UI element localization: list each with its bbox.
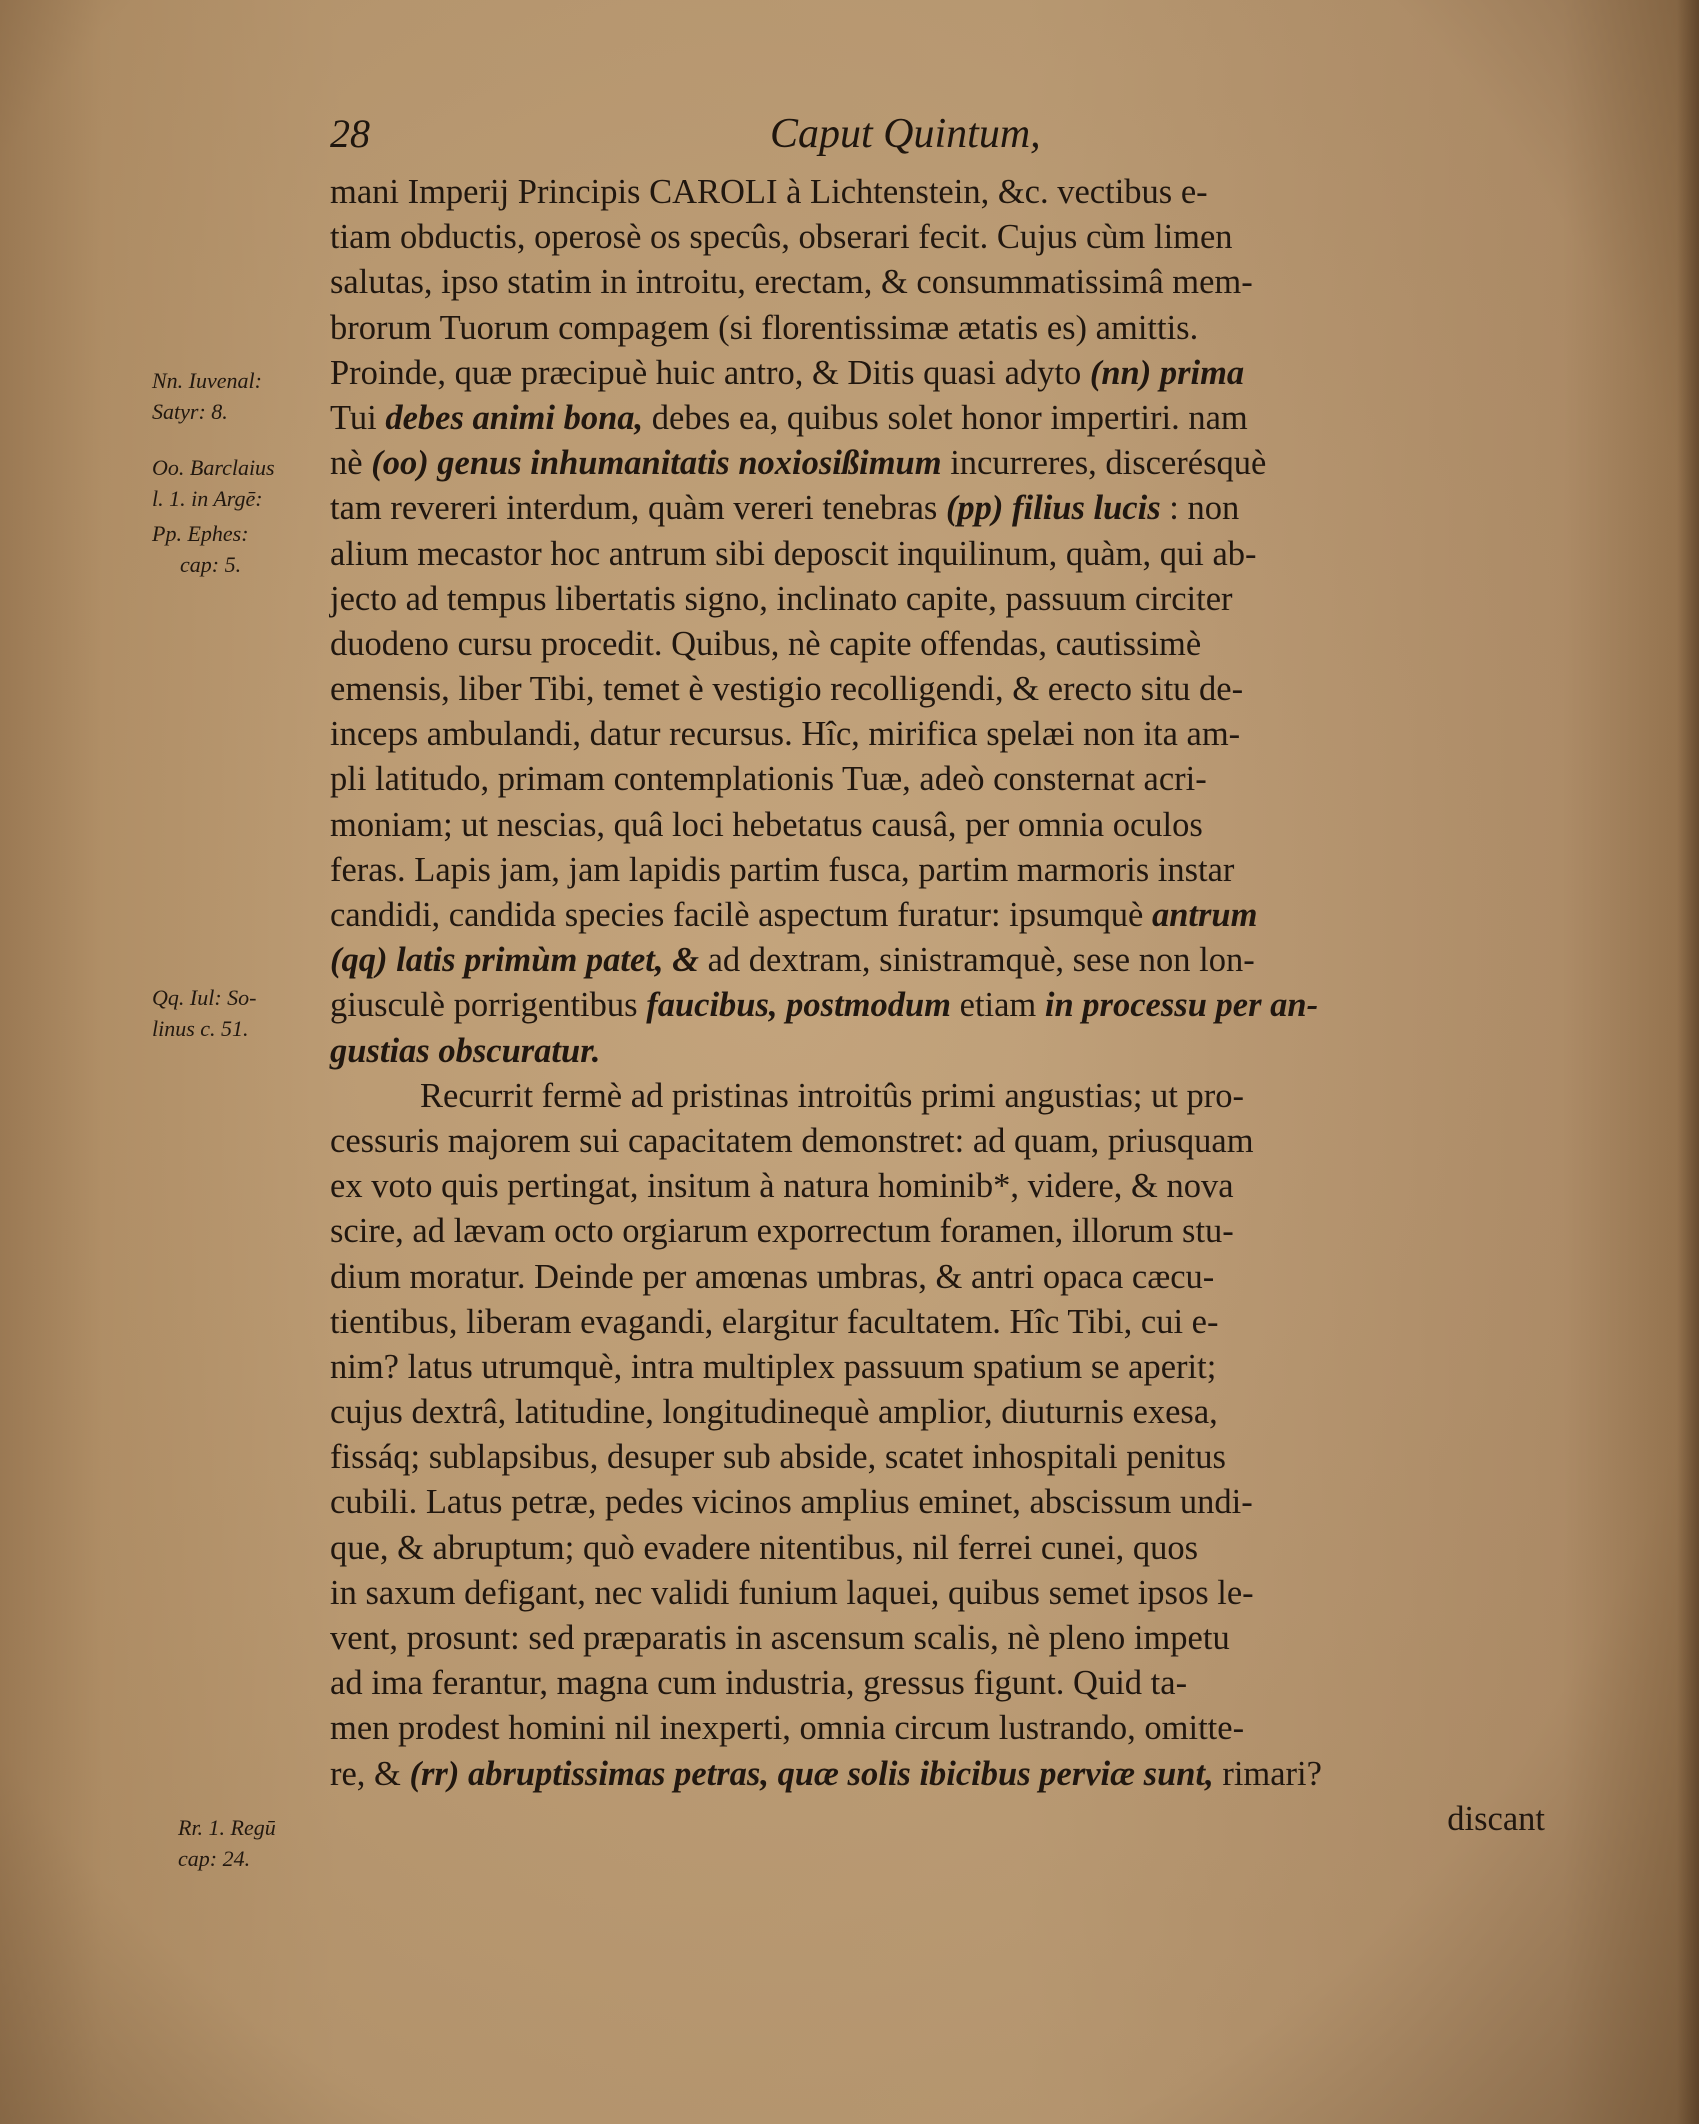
roman-text: discant	[1447, 1799, 1545, 1838]
roman-text: ad ima ferantur, magna cum industria, gressus figunt. Quid ta-	[330, 1664, 1188, 1703]
roman-text: brorum Tuorum compagem (si florentissimæ ætatis es) amittis.	[330, 308, 1199, 347]
text-line	[330, 441, 1545, 486]
roman-text: mani Imperij Principis CAROLI à Lichtenstein, &c. vectibus e-	[330, 173, 1208, 211]
margin-note	[152, 365, 262, 427]
margin-note-line: cap: 5.	[180, 552, 242, 577]
text-line	[330, 1706, 1545, 1751]
roman-text: que, & abruptum; quò evadere nitentibus, nil ferrei cunei, quos	[330, 1528, 1199, 1567]
text-line	[330, 848, 1545, 893]
roman-text: nè	[330, 444, 372, 483]
roman-text: men prodest homini nil inexperti, omnia circum lustrando, omitte-	[330, 1709, 1245, 1748]
text-line	[330, 1571, 1545, 1616]
text-line	[330, 351, 1545, 396]
running-title: Caput Quintum,	[770, 111, 1041, 157]
italic-text: antrum	[1151, 896, 1258, 934]
roman-text: cessuris majorem sui capacitatem demonstret: ad quam, priusquam	[330, 1121, 1254, 1160]
body-text	[330, 170, 1545, 1842]
roman-text: Tui	[330, 398, 386, 437]
page-number: 28	[330, 111, 370, 156]
roman-text: debes ea, quibus solet honor impertiri. nam	[643, 398, 1248, 437]
margin-note-line: Qq. Iul: So-	[152, 985, 257, 1010]
text-line	[330, 1029, 1545, 1074]
text-line	[330, 712, 1545, 757]
margin-note	[152, 518, 249, 580]
italic-text: (pp) filius lucis	[945, 489, 1161, 528]
text-line	[330, 1797, 1545, 1842]
italic-text: debes animi bona,	[385, 398, 644, 437]
text-line	[330, 170, 1545, 215]
roman-text: re, &	[330, 1754, 410, 1793]
roman-text: scire, ad lævam octo orgiarum exporrectum foramen, illorum stu-	[330, 1212, 1234, 1251]
text-line	[330, 893, 1545, 938]
text-line	[330, 1074, 1545, 1119]
text-line	[330, 1164, 1545, 1209]
roman-text: Recurrit fermè ad pristinas introitûs primi angustias; ut pro-	[420, 1076, 1244, 1115]
roman-text: ad dextram, sinistramquè, sese non lon-	[698, 941, 1255, 980]
roman-text: moniam; ut nescias, quâ loci hebetatus causâ, per omnia oculos	[330, 805, 1203, 844]
page-edge-shadow	[1677, 0, 1699, 2124]
italic-text: (qq) latis primùm patet, &	[330, 941, 699, 980]
text-line	[330, 1390, 1545, 1435]
text-line	[330, 1752, 1545, 1797]
text-line	[330, 306, 1545, 351]
margin-note-line: Pp. Ephes:	[152, 521, 249, 546]
margin-note	[152, 982, 256, 1044]
text-line	[330, 1209, 1545, 1254]
text-line	[330, 532, 1545, 577]
italic-text: in processu per an-	[1044, 986, 1319, 1025]
text-line	[330, 803, 1545, 848]
roman-text: nim? latus utrumquè, intra multiplex passuum spatium se aperit;	[330, 1347, 1217, 1386]
text-line	[330, 622, 1545, 667]
text-line	[330, 667, 1545, 712]
roman-text: candidi, candida species facilè aspectum furatur: ipsumquè	[330, 896, 1152, 934]
roman-text: alium mecastor hoc antrum sibi deposcit inquilinum, quàm, qui ab-	[330, 534, 1257, 573]
text-line	[330, 1255, 1545, 1300]
text-line	[330, 1345, 1545, 1390]
roman-text: rimari?	[1213, 1754, 1322, 1793]
roman-text: tiam obductis, operosè os specûs, obserari fecit. Cujus cùm limen	[330, 218, 1233, 257]
roman-text: giusculè porrigentibus	[330, 986, 647, 1025]
text-line	[330, 1435, 1545, 1480]
text-line	[330, 215, 1545, 260]
page-header	[330, 110, 1550, 170]
roman-text: in saxum defigant, nec validi funium laquei, quibus semet ipsos le-	[330, 1573, 1254, 1612]
text-line	[330, 1300, 1545, 1345]
text-line	[330, 577, 1545, 622]
text-line	[330, 1480, 1545, 1525]
roman-text: : non	[1160, 489, 1240, 528]
margin-note-line: Satyr: 8.	[152, 399, 228, 424]
text-line	[330, 757, 1545, 802]
roman-text: tam revereri interdum, quàm vereri tenebras	[330, 489, 946, 528]
margin-note-line: Rr. 1. Regū	[178, 1815, 276, 1840]
roman-text: salutas, ipso statim in introitu, erectam, & consummatissimâ mem-	[330, 263, 1253, 302]
text-line	[330, 983, 1545, 1028]
margin-note-line: Nn. Iuvenal:	[152, 368, 262, 393]
roman-text: dium moratur. Deinde per amœnas umbras, & antri opaca cæcu-	[330, 1257, 1215, 1296]
roman-text: cubili. Latus petræ, pedes vicinos amplius eminet, abscissum undi-	[330, 1483, 1253, 1522]
roman-text: vent, prosunt: sed præparatis in ascensum scalis, nè pleno impetu	[330, 1619, 1230, 1657]
roman-text: cujus dextrâ, latitudine, longitudinequè amplior, diuturnis exesa,	[330, 1393, 1218, 1432]
italic-text: (nn) prima	[1089, 353, 1245, 392]
italic-text: (oo) genus inhumanitatis noxiosißimum	[371, 444, 942, 483]
roman-text: fissáq; sublapsibus, desuper sub abside, scatet inhospitali penitus	[330, 1438, 1226, 1477]
text-line	[330, 1616, 1545, 1661]
margin-note	[178, 1812, 276, 1874]
margin-note-line: cap: 24.	[178, 1846, 251, 1871]
roman-text: etiam	[951, 986, 1045, 1025]
italic-text: gustias obscuratur.	[330, 1031, 601, 1070]
text-line	[330, 486, 1545, 531]
text-line	[330, 1119, 1545, 1164]
roman-text: duodeno cursu procedit. Quibus, nè capite offendas, cautissimè	[330, 624, 1202, 663]
roman-text: pli latitudo, primam contemplationis Tuæ, adeò consternat acri-	[330, 760, 1207, 799]
roman-text: inceps ambulandi, datur recursus. Hîc, mirifica spelæi non ita am-	[330, 715, 1241, 754]
text-line	[330, 1661, 1545, 1706]
text-line	[330, 938, 1545, 983]
roman-text: ex voto quis pertingat, insitum à natura hominib*, videre, & nova	[330, 1167, 1234, 1206]
roman-text: jecto ad tempus libertatis signo, inclinato capite, passuum circiter	[330, 579, 1233, 618]
text-line	[330, 396, 1545, 441]
roman-text: tientibus, liberam evagandi, elargitur facultatem. Hîc Tibi, cui e-	[330, 1302, 1219, 1341]
roman-text: incurreres, discerésquè	[941, 444, 1267, 483]
margin-note	[152, 452, 275, 514]
margin-note-line: l. 1. in Argē:	[152, 486, 263, 511]
roman-text: feras. Lapis jam, jam lapidis partim fusca, partim marmoris instar	[330, 850, 1235, 889]
text-line	[330, 260, 1545, 305]
text-line	[330, 1526, 1545, 1571]
roman-text: Proinde, quæ præcipuè huic antro, & Ditis quasi adyto	[330, 353, 1090, 392]
roman-text: emensis, liber Tibi, temet è vestigio recolligendi, & erecto situ de-	[330, 670, 1244, 709]
italic-text: faucibus, postmodum	[646, 986, 952, 1025]
margin-note-line: linus c. 51.	[152, 1016, 249, 1041]
italic-text: (rr) abruptissimas petras, quæ solis ibicibus perviæ sunt,	[409, 1754, 1214, 1793]
margin-note-line: Oo. Barclaius	[152, 455, 275, 480]
